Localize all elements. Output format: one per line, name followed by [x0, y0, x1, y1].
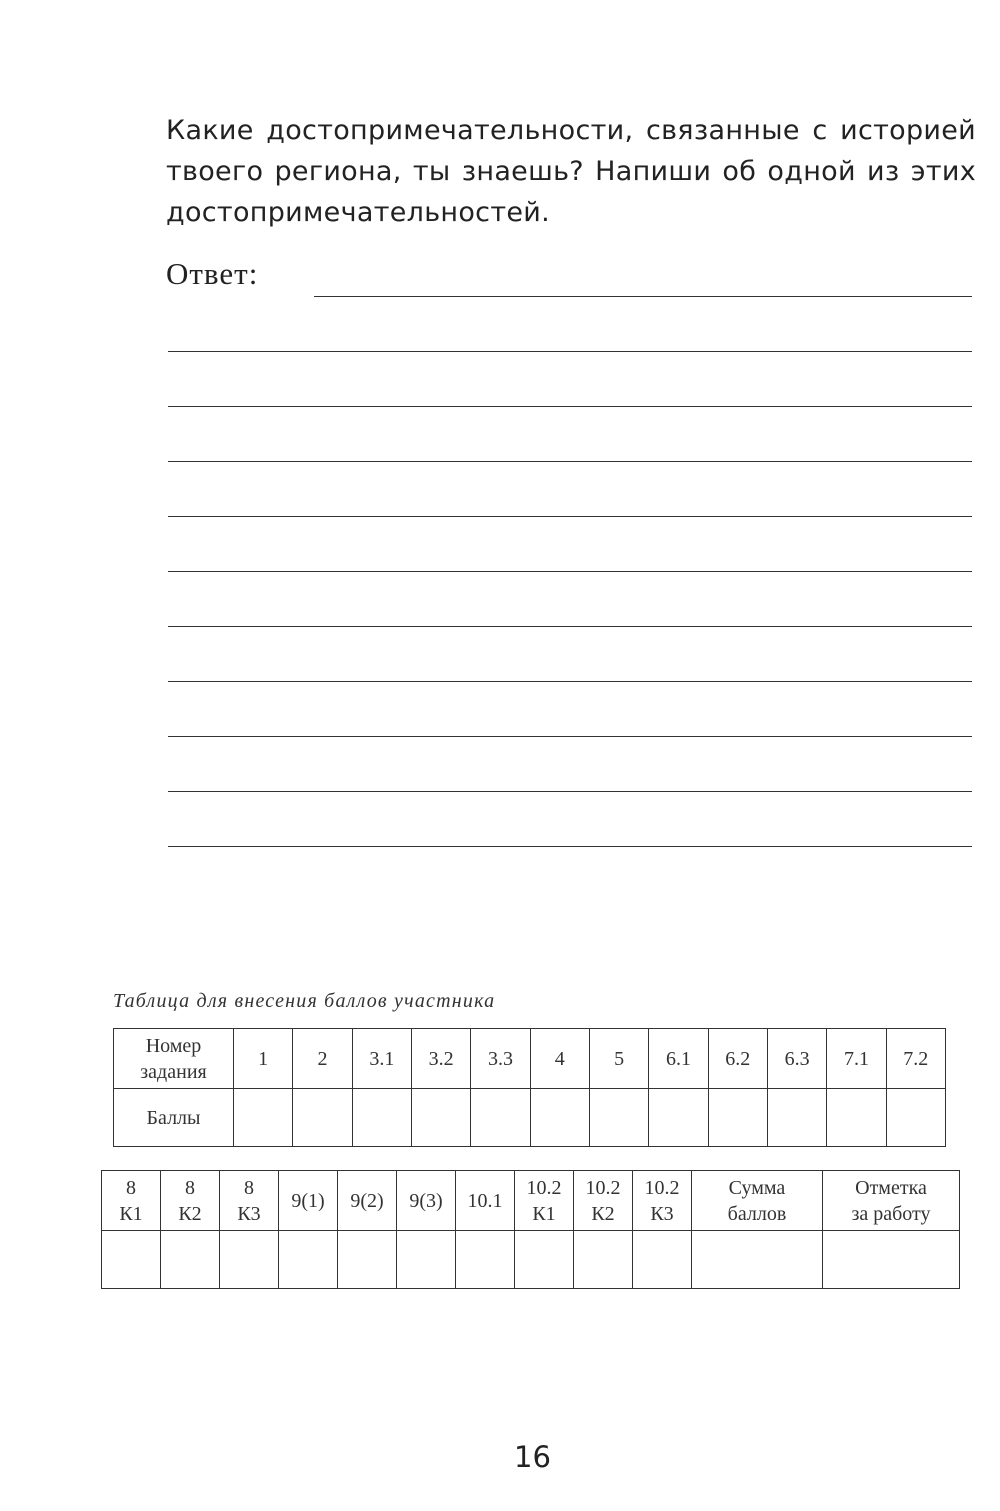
score-table-2 — [101, 1170, 960, 1289]
task-column-header: 4 — [530, 1029, 589, 1089]
task-column-header: 10.1 — [456, 1171, 515, 1231]
answer-line[interactable] — [168, 351, 972, 352]
task-column-header: 6.2 — [708, 1029, 767, 1089]
task-column-header: 3.2 — [411, 1029, 470, 1089]
total-score-header: Сумма баллов — [692, 1171, 823, 1231]
score-cell[interactable] — [397, 1231, 456, 1289]
score-cell[interactable] — [589, 1089, 648, 1147]
grade-cell[interactable] — [823, 1231, 960, 1289]
task-column-header: 7.1 — [827, 1029, 886, 1089]
score-cell[interactable] — [161, 1231, 220, 1289]
score-cell[interactable] — [456, 1231, 515, 1289]
score-cell[interactable] — [102, 1231, 161, 1289]
task-column-header: 1 — [234, 1029, 293, 1089]
question-text: Какие достопримечательности, связанные с историей твоего региона, ты знаешь? Напиши об одной из этих достопримечательностей. — [166, 115, 976, 228]
score-cell[interactable] — [708, 1089, 767, 1147]
score-row-header: Баллы — [114, 1089, 234, 1147]
answer-line[interactable] — [168, 626, 972, 627]
score-cell[interactable] — [767, 1089, 826, 1147]
score-table-caption: Таблица для внесения баллов участника — [113, 990, 496, 1012]
answer-line[interactable] — [168, 791, 972, 792]
answer-line[interactable] — [314, 296, 972, 297]
score-cell[interactable] — [234, 1089, 293, 1147]
score-cell[interactable] — [633, 1231, 692, 1289]
grade-header: Отметка за работу — [823, 1171, 960, 1231]
score-cell[interactable] — [411, 1089, 470, 1147]
task-column-header: 10.2 К2 — [574, 1171, 633, 1231]
answer-line[interactable] — [168, 406, 972, 407]
task-column-header: 8 К2 — [161, 1171, 220, 1231]
score-cell[interactable] — [338, 1231, 397, 1289]
answer-line[interactable] — [168, 681, 972, 682]
task-column-header: 8 К1 — [102, 1171, 161, 1231]
task-column-header: 7.2 — [886, 1029, 945, 1089]
answer-line[interactable] — [168, 736, 972, 737]
page-number: 16 — [514, 1440, 551, 1474]
task-column-header: 3.3 — [471, 1029, 530, 1089]
task-column-header: 6.1 — [649, 1029, 708, 1089]
task-column-header: 9(2) — [338, 1171, 397, 1231]
answer-line[interactable] — [168, 516, 972, 517]
score-cell[interactable] — [293, 1089, 352, 1147]
task-column-header: 8 К3 — [220, 1171, 279, 1231]
task-column-header: 6.3 — [767, 1029, 826, 1089]
answer-label: Ответ: — [166, 256, 259, 291]
task-column-header: 5 — [589, 1029, 648, 1089]
score-cell[interactable] — [220, 1231, 279, 1289]
answer-line[interactable] — [168, 461, 972, 462]
score-cell[interactable] — [471, 1089, 530, 1147]
answer-line[interactable] — [168, 846, 972, 847]
score-cell[interactable] — [886, 1089, 945, 1147]
score-cell[interactable] — [827, 1089, 886, 1147]
score-cell[interactable] — [515, 1231, 574, 1289]
task-column-header: 10.2 К3 — [633, 1171, 692, 1231]
task-column-header: 9(3) — [397, 1171, 456, 1231]
answer-line[interactable] — [168, 571, 972, 572]
score-cell[interactable] — [530, 1089, 589, 1147]
task-column-header: 2 — [293, 1029, 352, 1089]
task-column-header: 3.1 — [352, 1029, 411, 1089]
task-column-header: 10.2 К1 — [515, 1171, 574, 1231]
score-cell[interactable] — [279, 1231, 338, 1289]
score-cell[interactable] — [649, 1089, 708, 1147]
task-column-header: 9(1) — [279, 1171, 338, 1231]
total-score-cell[interactable] — [692, 1231, 823, 1289]
score-cell[interactable] — [352, 1089, 411, 1147]
score-cell[interactable] — [574, 1231, 633, 1289]
task-number-header: Номер задания — [114, 1029, 234, 1089]
score-table-1 — [113, 1028, 946, 1147]
